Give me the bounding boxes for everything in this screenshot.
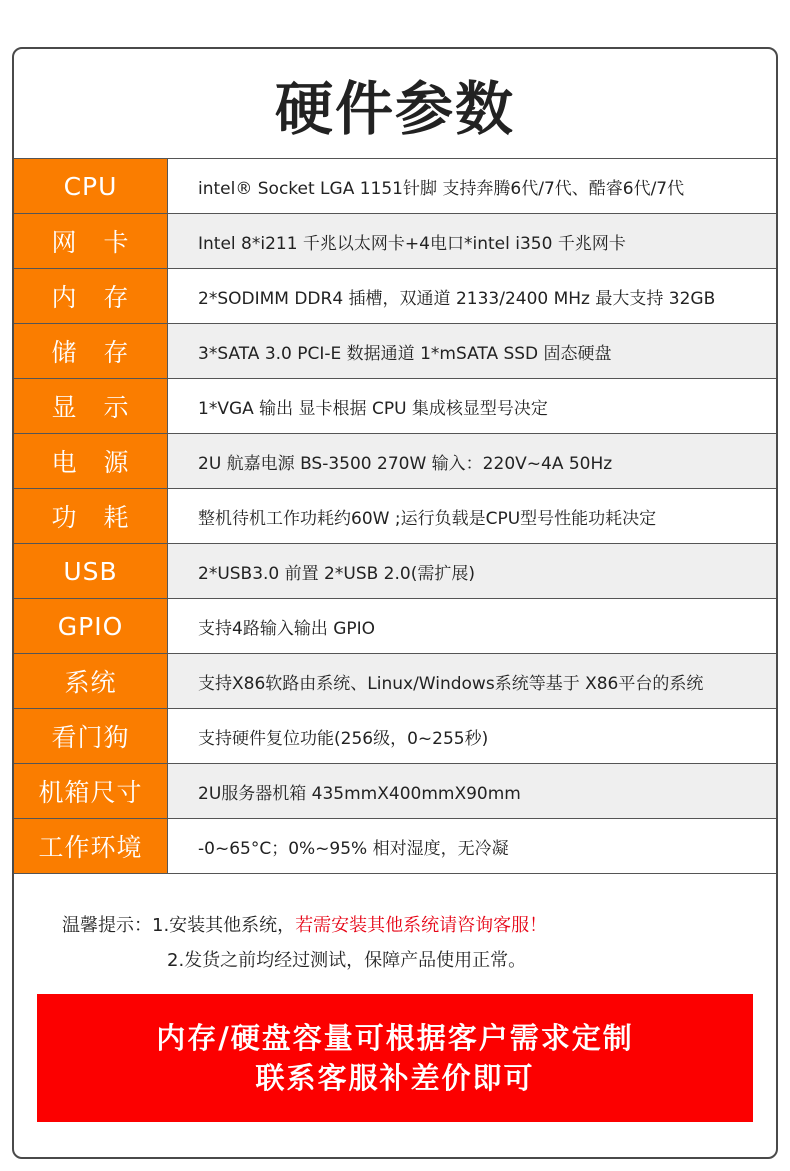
spec-row-gpio <box>14 599 776 654</box>
banner-line-2: 联系客服补差价即可 <box>255 1061 535 1095</box>
spec-label: 机箱尺寸 <box>14 764 168 818</box>
spec-row-storage <box>14 324 776 379</box>
spec-row-memory <box>14 269 776 324</box>
tips-section <box>14 874 776 978</box>
spec-row-consumption <box>14 489 776 544</box>
spec-label: 储 存 <box>14 324 168 378</box>
spec-row-cpu <box>14 159 776 214</box>
spec-value: -0~65°C；0%~95% 相对湿度，无冷凝 <box>198 838 509 859</box>
spec-label: GPIO <box>14 599 168 653</box>
spec-row-os <box>14 654 776 709</box>
spec-value: 2*SODIMM DDR4 插槽，双通道 2133/2400 MHz 最大支持 32GB <box>198 288 716 309</box>
spec-value: 3*SATA 3.0 PCI-E 数据通道 1*mSATA SSD 固态硬盘 <box>168 324 776 378</box>
spec-row-watchdog <box>14 709 776 764</box>
page-title: 硬件参数 <box>14 49 776 159</box>
spec-row-environment <box>14 819 776 874</box>
spec-value: 1*VGA 输出 显卡根据 CPU 集成核显型号决定 <box>198 398 548 419</box>
spec-label: 网 卡 <box>14 214 168 268</box>
tips-line-2: 2.发货之前均经过测试，保障产品使用正常。 <box>167 950 527 971</box>
spec-label: USB <box>14 544 168 598</box>
spec-label: 内 存 <box>14 269 168 323</box>
spec-value: 支持X86软路由系统、Linux/Windows系统等基于 X86平台的系统 <box>168 654 776 708</box>
spec-value: 整机待机工作功耗约60W ;运行负载是CPU型号性能功耗决定 <box>198 508 657 529</box>
tips-prefix: 温馨提示：1.安装其他系统， <box>62 915 296 936</box>
spec-label: 功 耗 <box>14 489 168 543</box>
spec-value: Intel 8*i211 千兆以太网卡+4电口*intel i350 千兆网卡 <box>168 214 776 268</box>
spec-label: 显 示 <box>14 379 168 433</box>
tips-highlight: 若需安装其他系统请咨询客服！ <box>295 915 548 936</box>
custom-banner <box>37 994 753 1122</box>
spec-value: 2*USB3.0 前置 2*USB 2.0(需扩展) <box>168 544 776 598</box>
spec-label: 看门狗 <box>14 709 168 763</box>
spec-value: 支持硬件复位功能(256级，0~255秒) <box>198 728 489 749</box>
spec-row-usb <box>14 544 776 599</box>
spec-label: 工作环境 <box>14 819 168 873</box>
tips-line-1 <box>62 908 776 943</box>
banner-line-1: 内存/硬盘容量可根据客户需求定制 <box>156 1021 634 1055</box>
spec-table <box>14 159 776 874</box>
spec-value: 2U 航嘉电源 BS-3500 270W 输入：220V~4A 50Hz <box>168 434 776 488</box>
spec-row-power <box>14 434 776 489</box>
spec-row-display <box>14 379 776 434</box>
spec-label: CPU <box>14 159 168 213</box>
spec-label: 电 源 <box>14 434 168 488</box>
spec-row-network <box>14 214 776 269</box>
spec-value: 支持4路输入输出 GPIO <box>198 618 376 639</box>
spec-value: 2U服务器机箱 435mmX400mmX90mm <box>168 764 776 818</box>
spec-label: 系统 <box>14 654 168 708</box>
spec-row-chassis <box>14 764 776 819</box>
spec-card <box>12 47 778 1159</box>
spec-value: intel® Socket LGA 1151针脚 支持奔腾6代/7代、酷睿6代/7代 <box>198 178 685 199</box>
